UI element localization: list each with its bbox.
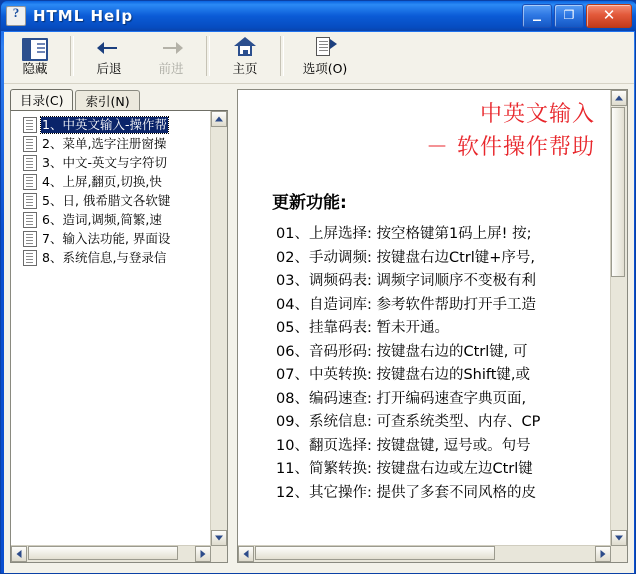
list-item: 05、挂靠码表: 暂未开通。 bbox=[276, 320, 449, 336]
maximize-button[interactable] bbox=[554, 4, 584, 28]
hide-pane-icon bbox=[22, 37, 48, 59]
tree-item-label: 1、中英文输入-操作帮 bbox=[42, 116, 167, 132]
maximize-icon: ❐ bbox=[563, 8, 575, 22]
client-area bbox=[4, 84, 634, 569]
list-item: 10、翻页选择: 按键盘键, 逗号或。句号 bbox=[276, 437, 531, 454]
toolbar-button-options[interactable] bbox=[288, 34, 362, 82]
tree-item-8[interactable] bbox=[15, 248, 211, 267]
scrollbar-corner bbox=[211, 546, 227, 562]
minimize-icon: _ bbox=[533, 2, 541, 21]
list-item: 06、音码形码: 按键盘右边的Ctrl键, 可 bbox=[276, 343, 528, 360]
tree-item-3[interactable] bbox=[15, 153, 211, 172]
nav-vertical-scrollbar[interactable] bbox=[210, 111, 227, 546]
list-item: 08、编码速查: 打开编码速查字典页面, bbox=[276, 390, 527, 407]
feature-list bbox=[254, 223, 601, 505]
close-icon: ✕ bbox=[602, 6, 616, 24]
tree-item-2[interactable] bbox=[15, 134, 211, 153]
scroll-up-button[interactable] bbox=[611, 90, 627, 106]
document-title-line2: － 软件操作帮助 bbox=[426, 135, 595, 160]
toolbar-button-home[interactable] bbox=[214, 34, 276, 82]
tree-item-label: 7、输入法功能, 界面设 bbox=[42, 230, 171, 246]
tree-item-label: 2、菜单,选字注册窗操 bbox=[42, 135, 167, 151]
document-icon bbox=[23, 155, 37, 171]
toolbar-button-hide[interactable] bbox=[4, 34, 66, 82]
navigation-pane bbox=[10, 89, 228, 563]
document-icon bbox=[23, 117, 37, 133]
scroll-left-button[interactable] bbox=[11, 546, 27, 562]
tree-item-4[interactable] bbox=[15, 172, 211, 191]
window-title: HTML Help bbox=[33, 7, 134, 25]
list-item: 03、调频码表: 调频字词顺序不变极有利 bbox=[276, 273, 536, 289]
document-title-line1: 中英文输入 bbox=[479, 102, 595, 127]
scroll-track[interactable] bbox=[211, 127, 227, 530]
document-icon bbox=[23, 250, 37, 266]
tree-item-label: 6、造词,调频,简繁,速 bbox=[42, 211, 162, 227]
tree-item-label: 4、上屏,翻页,切换,快 bbox=[42, 173, 162, 189]
content-horizontal-scrollbar[interactable] bbox=[238, 545, 611, 562]
toolbar-label-options: 选项(O) bbox=[302, 61, 348, 76]
toolbar-label-back: 后退 bbox=[96, 61, 122, 76]
tree-item-label: 8、系统信息,与登录信 bbox=[42, 249, 167, 265]
toolbar bbox=[4, 32, 634, 84]
contents-tree-items bbox=[11, 111, 211, 546]
window-bottom-strip bbox=[4, 567, 634, 573]
document-icon bbox=[23, 174, 37, 190]
nav-horizontal-scrollbar[interactable] bbox=[11, 545, 211, 562]
toolbar-label-forward: 前进 bbox=[158, 61, 184, 76]
document-icon bbox=[23, 136, 37, 152]
scroll-down-button[interactable] bbox=[611, 530, 627, 546]
content-vertical-scrollbar[interactable] bbox=[610, 90, 627, 546]
tree-item-label: 5、日, 俄希腊文各软键 bbox=[42, 192, 171, 208]
list-item: 02、手动调频: 按键盘右边Ctrl键+序号, bbox=[276, 249, 536, 266]
document-title bbox=[254, 98, 601, 164]
tree-item-1[interactable] bbox=[15, 115, 211, 134]
pane-splitter[interactable] bbox=[230, 89, 236, 563]
list-item: 11、简繁转换: 按键盘右边或左边Ctrl键 bbox=[276, 461, 533, 477]
scroll-up-button[interactable] bbox=[211, 111, 227, 127]
title-bar[interactable] bbox=[1, 1, 636, 31]
tree-item-6[interactable] bbox=[15, 210, 211, 229]
tree-item-5[interactable] bbox=[15, 191, 211, 210]
list-item: 07、中英转换: 按键盘右边的Shift键,或 bbox=[276, 367, 531, 383]
scroll-track[interactable] bbox=[27, 546, 195, 562]
toolbar-separator bbox=[70, 36, 74, 76]
scroll-thumb[interactable] bbox=[28, 546, 178, 560]
document-icon bbox=[23, 193, 37, 209]
scrollbar-corner bbox=[611, 546, 627, 562]
help-book-icon bbox=[6, 6, 26, 26]
scroll-thumb[interactable] bbox=[255, 546, 495, 560]
back-arrow-icon bbox=[96, 37, 122, 59]
home-icon bbox=[232, 37, 258, 59]
list-item: 12、其它操作: 提供了多套不同风格的皮 bbox=[276, 484, 536, 501]
scroll-right-button[interactable] bbox=[595, 546, 611, 562]
tab-index[interactable]: 索引(N) bbox=[75, 90, 139, 111]
tab-contents[interactable]: 目录(C) bbox=[10, 89, 73, 111]
list-item: 04、自造词库: 参考软件帮助打开手工造 bbox=[276, 296, 536, 313]
scroll-track[interactable] bbox=[611, 106, 627, 530]
list-item: 01、上屏选择: 按空格键第1码上屏! 按; bbox=[276, 226, 532, 242]
scroll-right-button[interactable] bbox=[195, 546, 211, 562]
scroll-down-button[interactable] bbox=[211, 530, 227, 546]
tree-item-label: 3、中文-英文与字符切 bbox=[42, 154, 167, 170]
toolbar-button-back[interactable] bbox=[78, 34, 140, 82]
toolbar-separator-2 bbox=[206, 36, 210, 76]
toolbar-separator-3 bbox=[280, 36, 284, 76]
scroll-left-button[interactable] bbox=[238, 546, 254, 562]
forward-arrow-icon bbox=[158, 37, 184, 59]
list-item: 09、系统信息: 可查系统类型、内存、CP bbox=[276, 414, 541, 430]
options-icon bbox=[312, 37, 338, 59]
nav-tabs bbox=[10, 89, 228, 111]
section-heading: 更新功能: bbox=[272, 193, 347, 213]
document-icon bbox=[23, 212, 37, 228]
content-pane bbox=[237, 89, 628, 563]
caption-buttons bbox=[520, 4, 632, 28]
toolbar-label-home: 主页 bbox=[232, 61, 258, 76]
help-document bbox=[238, 90, 611, 546]
tree-item-7[interactable] bbox=[15, 229, 211, 248]
minimize-button[interactable] bbox=[522, 4, 552, 28]
scroll-thumb[interactable] bbox=[611, 107, 625, 277]
contents-tree[interactable] bbox=[10, 110, 228, 563]
toolbar-label-hide: 隐藏 bbox=[22, 61, 48, 76]
document-icon bbox=[23, 231, 37, 247]
close-button[interactable] bbox=[586, 4, 632, 28]
toolbar-button-forward[interactable] bbox=[140, 34, 202, 82]
scroll-track[interactable] bbox=[254, 546, 595, 562]
